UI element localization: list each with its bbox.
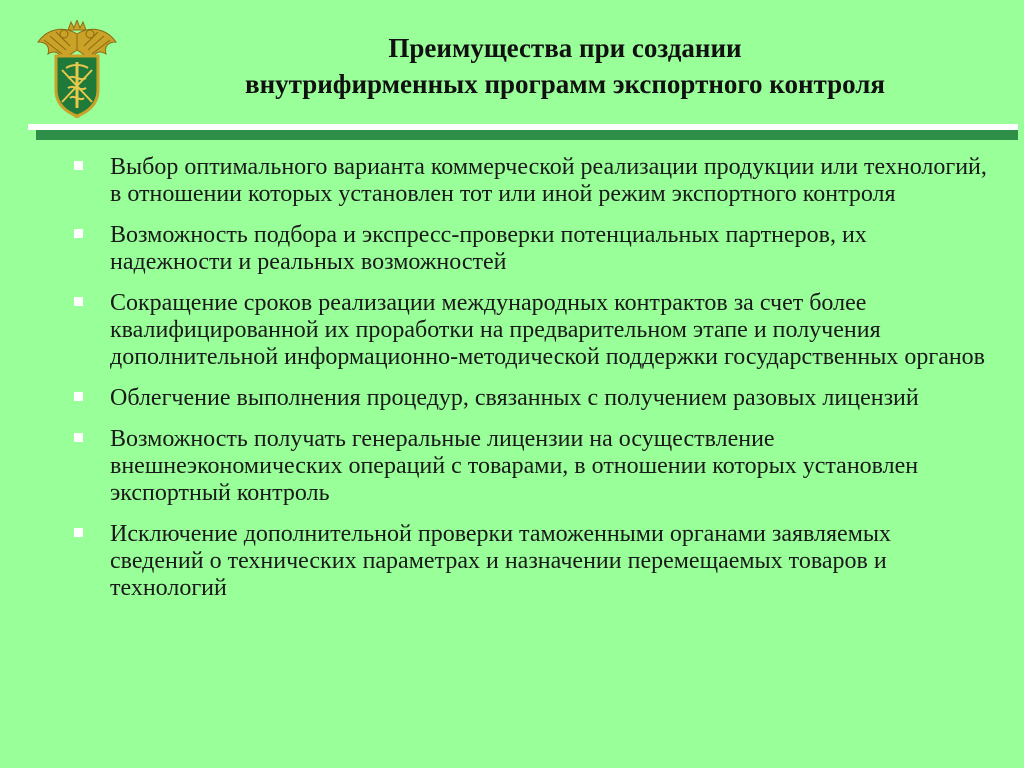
list-item-text: Возможность подбора и экспресс-проверки потенциальных партнеров, их надежности и реальных возможностей <box>110 222 867 275</box>
slide-title-line-1: Преимущества при создании <box>388 33 742 63</box>
square-bullet-icon <box>74 297 83 306</box>
list-item-text: Возможность получать генеральные лицензии на осуществление внешнеэкономических операций с товарами, в отношении которых установлен экспортный контроль <box>110 426 919 506</box>
title-divider <box>28 124 1018 140</box>
list-item <box>74 385 989 412</box>
benefits-list <box>74 154 989 616</box>
list-item-text: Исключение дополнительной проверки таможенными органами заявляемых сведений о технических параметрах и назначении перемещаемых товаров и технологий <box>110 521 892 601</box>
square-bullet-icon <box>74 161 83 170</box>
list-item <box>74 521 989 602</box>
list-item <box>74 290 989 371</box>
list-item <box>74 222 989 276</box>
slide-title <box>140 30 990 102</box>
list-item <box>74 426 989 507</box>
square-bullet-icon <box>74 528 83 537</box>
list-item-text: Облегчение выполнения процедур, связанных с получением разовых лицензий <box>110 385 919 411</box>
square-bullet-icon <box>74 433 83 442</box>
divider-green-stripe <box>36 130 1018 140</box>
slide-title-line-2: внутрифирменных программ экспортного контроля <box>244 69 886 99</box>
list-item-text: Выбор оптимального варианта коммерческой реализации продукции или технологий, в отношении которых установлен тот или иной режим экспортного контроля <box>110 154 987 207</box>
list-item <box>74 154 989 208</box>
square-bullet-icon <box>74 392 83 401</box>
square-bullet-icon <box>74 229 83 238</box>
list-item-text: Сокращение сроков реализации международных контрактов за счет более квалифицированной их проработки на предварительном этапе и получения дополнительной информационно-методической поддержки государственных органов <box>110 290 986 370</box>
customs-emblem-icon <box>34 20 120 118</box>
